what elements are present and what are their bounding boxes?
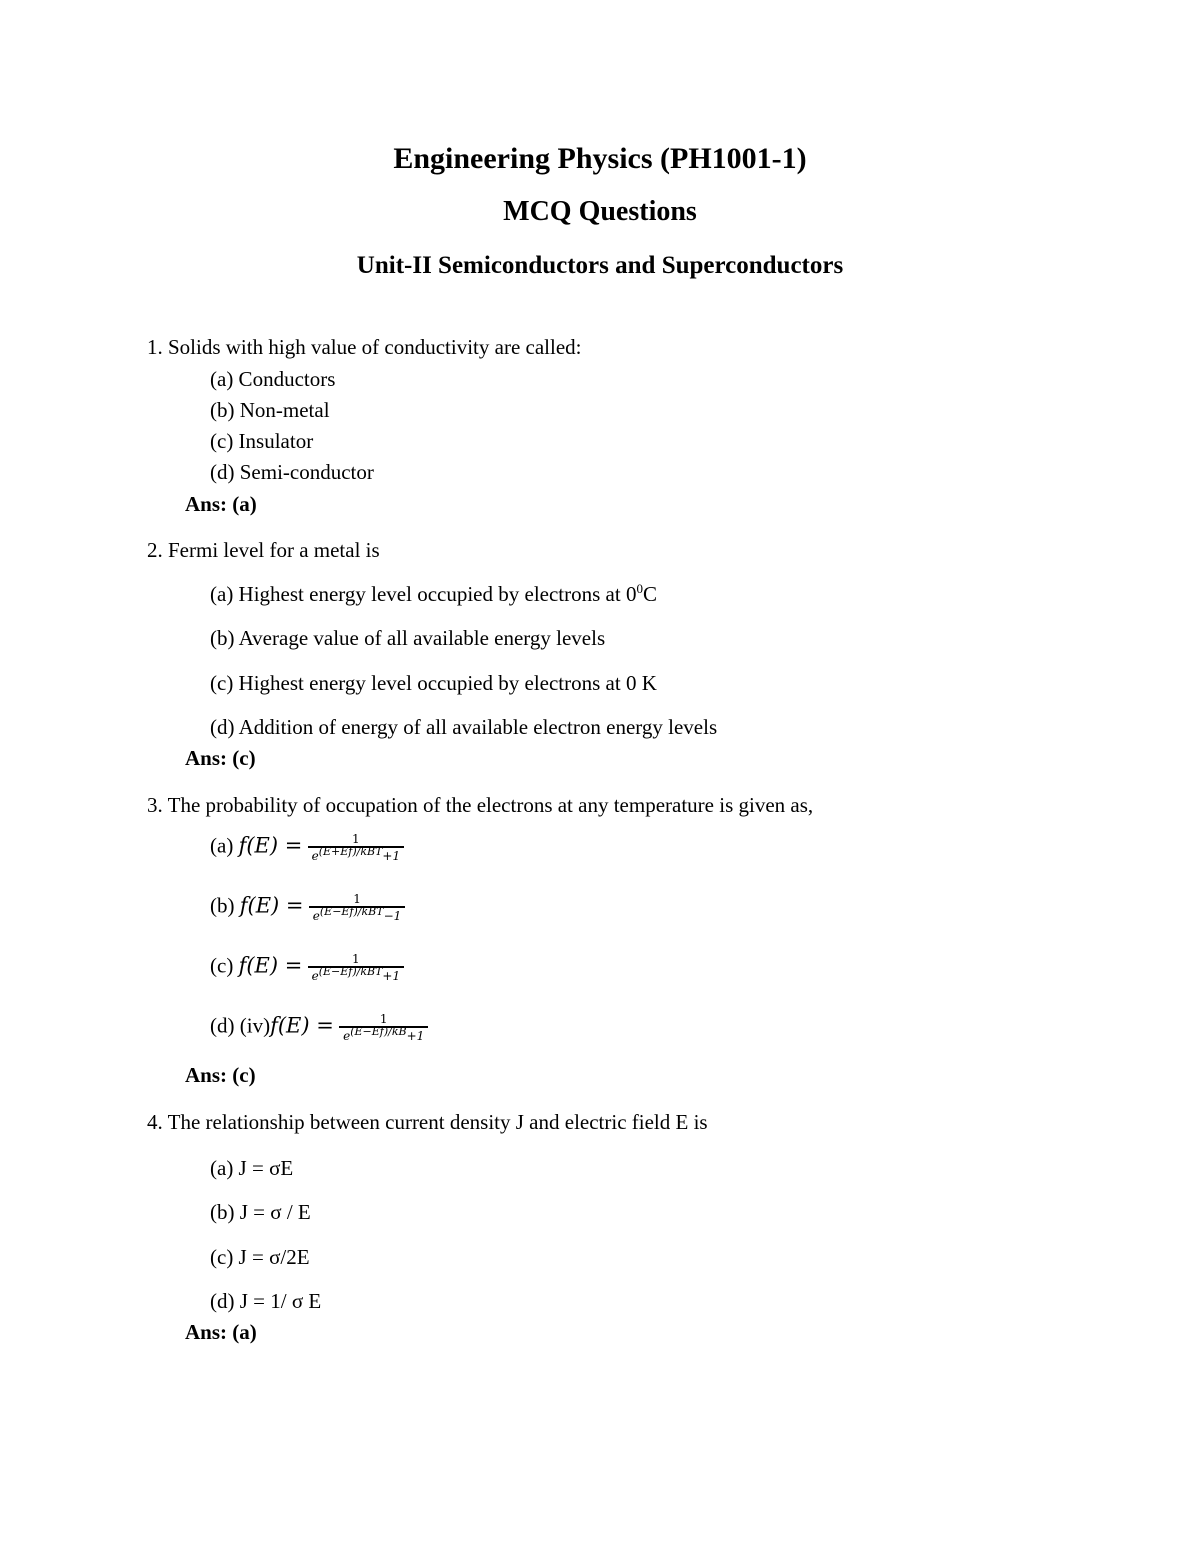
q4-option-d: (d) J = 1/ σ E <box>210 1289 322 1313</box>
q3-option-a-denominator: $e^{(E+Ef)/kBT}+1$ <box>308 846 405 863</box>
q4-answer <box>185 1320 257 1345</box>
q3-option-b-numerator: 1 <box>353 892 361 906</box>
q3-option-a-prefix: (a) <box>210 833 239 858</box>
q3-option-b-tail: −1 <box>383 909 402 924</box>
q4-option-c: (c) J = σ/2E <box>210 1245 310 1269</box>
q1-option-a: (a) Conductors <box>210 367 336 391</box>
q3-option-c-tail: +1 <box>382 969 401 984</box>
q4-option-b: (b) J = σ / E <box>210 1200 311 1224</box>
q1-option-b: (b) Non-metal <box>210 398 330 422</box>
q3-option-d-denominator: $e^{(E-Ef)/kB}+1$ <box>339 1026 428 1043</box>
q2-answer <box>185 746 256 771</box>
q4-answer-value: (a) <box>232 1320 257 1344</box>
q2-answer-value: (c) <box>232 746 256 770</box>
q3-option-c-fraction <box>308 952 405 984</box>
q2-option-d: (d) Addition of energy of all available electron energy levels <box>210 715 718 739</box>
q1-answer-label: Ans: <box>185 492 228 516</box>
q3-option-b-exponent: (E−Ef)/kBT <box>319 905 384 919</box>
q4-option-a: (a) J = σE <box>210 1156 294 1180</box>
q3-option-a-tail: +1 <box>382 849 401 864</box>
q3-answer-label: Ans: <box>185 1063 228 1087</box>
unit-heading: Unit-II Semiconductors and Superconductors <box>356 252 844 279</box>
question-4: 4. The relationship between current density J and electric field E is <box>147 1110 708 1134</box>
q3-option-c-numerator: 1 <box>352 952 360 966</box>
question-2: 2. Fermi level for a metal is <box>147 538 380 562</box>
q3-option-a-exponent: (E+Ef)/kBT <box>318 845 383 859</box>
q1-answer <box>185 492 257 517</box>
q3-option-c-denominator: $e^{(E-Ef)/kBT}+1$ <box>308 966 405 983</box>
q3-option-d-tail: +1 <box>406 1029 425 1044</box>
q3-option-b-denominator: $e^{(E-Ef)/kBT}-1$ <box>309 906 406 923</box>
q3-option-a-fraction <box>308 832 405 864</box>
q4-answer-label: Ans: <box>185 1320 228 1344</box>
q3-option-b-prefix: (b) <box>210 893 240 918</box>
question-1: 1. Solids with high value of conductivity are called: <box>147 335 582 359</box>
q3-option-b <box>210 892 405 924</box>
q3-option-b-lhs: f(E) = <box>239 893 304 918</box>
q2-answer-label: Ans: <box>185 746 228 770</box>
q3-option-c-prefix: (c) <box>210 953 239 978</box>
q3-option-c-exponent: (E−Ef)/kBT <box>318 965 383 979</box>
q3-option-d-lhs: f(E) = <box>270 1013 334 1038</box>
page-title: Engineering Physics (PH1001-1) <box>393 142 807 175</box>
q3-option-d-fraction <box>339 1012 428 1044</box>
q3-option-d-numerator: 1 <box>379 1012 388 1026</box>
q2-option-a-unit: C <box>642 582 657 606</box>
question-3: 3. The probability of occupation of the electrons at any temperature is given as, <box>147 793 814 817</box>
q2-option-a-sup: 0 <box>636 581 643 596</box>
page-subtitle: MCQ Questions <box>503 196 697 227</box>
q1-option-c: (c) Insulator <box>210 429 314 453</box>
q3-option-c-lhs: f(E) = <box>238 953 303 978</box>
q3-option-a-numerator: 1 <box>352 832 360 846</box>
q2-option-c: (c) Highest energy level occupied by electrons at 0 K <box>210 671 657 695</box>
q2-option-a-text: (a) Highest energy level occupied by electrons at 0 <box>210 582 637 606</box>
q3-option-a-lhs: f(E) = <box>238 833 303 858</box>
q1-option-d: (d) Semi-conductor <box>210 460 374 484</box>
q3-answer <box>185 1063 256 1088</box>
q3-option-a <box>210 832 404 864</box>
q3-option-d-exponent: (E−Ef)/kB <box>350 1025 407 1039</box>
q3-option-d-prefix: (d) (iv) <box>210 1013 271 1038</box>
q3-option-b-fraction <box>309 892 406 924</box>
q2-option-a <box>210 582 657 607</box>
q2-option-b: (b) Average value of all available energy levels <box>210 626 606 650</box>
q3-option-d <box>210 1012 428 1044</box>
q3-answer-value: (c) <box>232 1063 256 1087</box>
q3-option-c <box>210 952 404 984</box>
q1-answer-value: (a) <box>232 492 257 516</box>
